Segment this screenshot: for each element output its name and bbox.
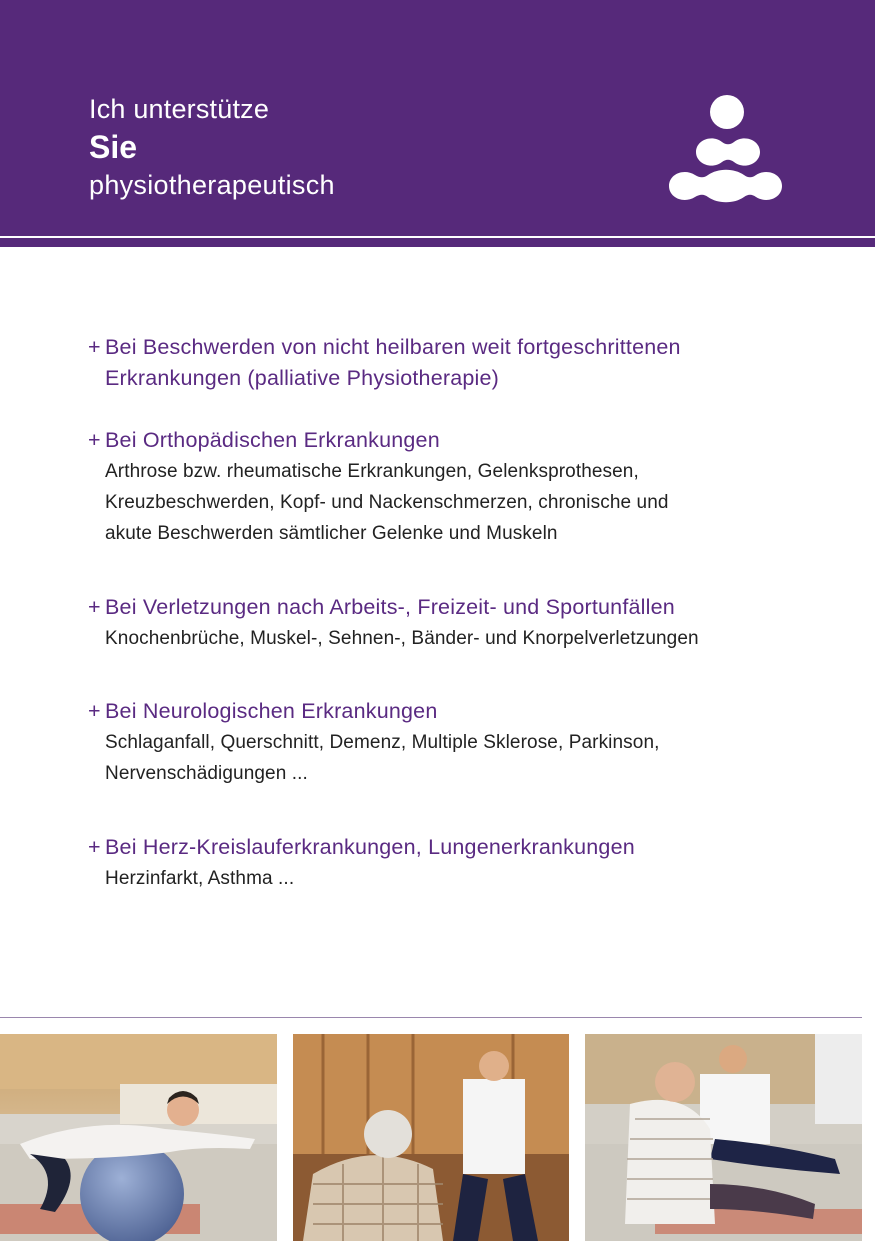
floor-stretching-session-photo: [585, 1034, 862, 1241]
header-underbar: [0, 238, 875, 247]
item-desc-line: Nervenschädigungen ...: [105, 763, 308, 784]
list-item: [88, 332, 848, 394]
item-description: [88, 863, 848, 894]
tagline-line-3: physiotherapeutisch: [89, 170, 335, 200]
tagline: [89, 92, 335, 202]
item-title-line: Bei Beschwerden von nicht heilbaren weit fortgeschrittenen: [105, 335, 681, 359]
item-description: [88, 727, 848, 789]
item-desc-line: Schlaganfall, Querschnitt, Demenz, Multiple Sklerose, Parkinson,: [105, 732, 660, 753]
tagline-line-1: Ich unterstütze: [89, 94, 270, 124]
item-title-line: Bei Verletzungen nach Arbeits-, Freizeit- und Sportunfällen: [105, 595, 675, 619]
item-desc-line: Kreuzbeschwerden, Kopf- und Nackenschmerzen, chronische und: [105, 492, 669, 513]
item-description: [88, 623, 848, 654]
figure-logo-icon: [664, 94, 788, 204]
item-title: [88, 592, 848, 623]
list-item: [88, 832, 848, 894]
item-title-line: Bei Orthopädischen Erkrankungen: [105, 428, 440, 452]
item-title-line: Bei Neurologischen Erkrankungen: [105, 699, 438, 723]
list-item: [88, 696, 848, 789]
item-title-line: Erkrankungen (palliative Physiotherapie): [105, 366, 500, 390]
item-desc-line: akute Beschwerden sämtlicher Gelenke und Muskeln: [105, 523, 558, 544]
section-divider: [0, 1017, 862, 1018]
list-item: [88, 592, 848, 654]
plus-icon: +: [88, 335, 101, 359]
item-title: [88, 425, 848, 456]
therapist-on-exercise-ball-photo: [0, 1034, 277, 1241]
seated-exercise-session-photo: [293, 1034, 569, 1241]
item-title-line: Bei Herz-Kreislauferkrankungen, Lungenerkrankungen: [105, 835, 635, 859]
plus-icon: +: [88, 428, 101, 452]
item-title: [88, 832, 848, 863]
item-desc-line: Arthrose bzw. rheumatische Erkrankungen, Gelenksprothesen,: [105, 461, 639, 482]
plus-icon: +: [88, 595, 101, 619]
item-title: [88, 696, 848, 727]
item-title: [88, 332, 848, 394]
plus-icon: +: [88, 835, 101, 859]
list-item: [88, 425, 848, 549]
plus-icon: +: [88, 699, 101, 723]
item-description: [88, 456, 848, 549]
header-banner: [0, 0, 875, 236]
tagline-line-2: Sie: [89, 129, 138, 165]
item-desc-line: Knochenbrüche, Muskel-, Sehnen-, Bänder- und Knorpelverletzungen: [105, 628, 699, 649]
item-desc-line: Herzinfarkt, Asthma ...: [105, 868, 295, 889]
